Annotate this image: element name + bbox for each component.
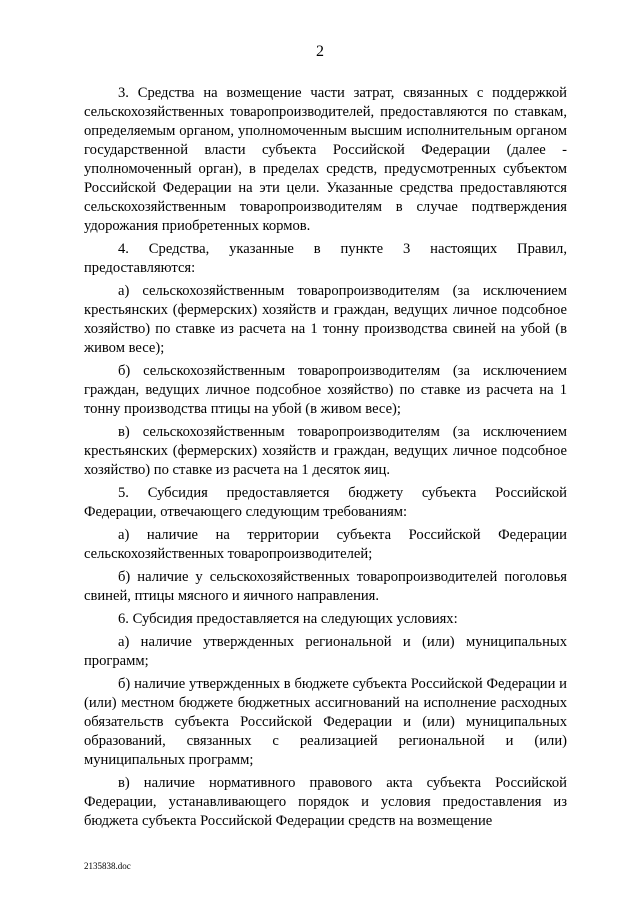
page-number: 2: [316, 43, 324, 60]
paragraph-4b: б) сельскохозяйственным товаропроизводителям (за исключением граждан, ведущих личное подсобное хозяйство) по ставке из расчета на 1 тонну производства птицы на убой (в живом весе);: [84, 363, 567, 417]
paragraph-4a: а) сельскохозяйственным товаропроизводителям (за исключением крестьянских (фермерских) хозяйств и граждан, ведущих личное подсобное хозяйство) по ставке из расчета на 1 тонну производства свиней на убой (в живом весе);: [84, 283, 567, 356]
paragraph-5b: б) наличие у сельскохозяйственных товаропроизводителей поголовья свиней, птицы мясного и яичного направления.: [84, 569, 567, 604]
paragraph-4: 4. Средства, указанные в пункте 3 настоящих Правил, предоставляются:: [84, 241, 567, 276]
document-body: [84, 84, 567, 835]
paragraph-5a: а) наличие на территории субъекта Российской Федерации сельскохозяйственных товаропроизводителей;: [84, 527, 567, 562]
paragraph-6a: а) наличие утвержденных региональной и (или) муниципальных программ;: [84, 634, 567, 669]
paragraph-6: 6. Субсидия предоставляется на следующих условиях:: [118, 611, 458, 627]
paragraph-4v: в) сельскохозяйственным товаропроизводителям (за исключением крестьянских (фермерских) хозяйств и граждан, ведущих личное подсобное хозяйство) по ставке из расчета на 1 десяток яиц.: [84, 424, 567, 478]
footer-filename: 2135838.doc: [84, 861, 131, 871]
paragraph-5: 5. Субсидия предоставляется бюджету субъекта Российской Федерации, отвечающего следующим требованиям:: [84, 485, 567, 520]
paragraph-6b: б) наличие утвержденных в бюджете субъекта Российской Федерации и (или) местном бюджете бюджетных ассигнований на исполнение расходных обязательств субъекта Российской Федерации и (или) муниципальных образований, связанных с реализацией региональной и (или) муниципальных программ;: [84, 676, 567, 768]
paragraph-3: 3. Средства на возмещение части затрат, связанных с поддержкой сельскохозяйственных товаропроизводителей, предоставляются по ставкам, определяемым органом, уполномоченным высшим исполнительным органом государственной власти субъекта Российской Федерации (далее - уполномоченный орган), в пределах средств, предусмотренных субъектом Российской Федерации на эти цели. Указанные средства предоставляются сельскохозяйственным товаропроизводителям в случае подтверждения удорожания приобретенных кормов.: [84, 85, 567, 234]
paragraph-6v: в) наличие нормативного правового акта субъекта Российской Федерации, устанавливающего порядок и условия предоставления из бюджета субъекта Российской Федерации средств на возмещение: [84, 775, 567, 829]
